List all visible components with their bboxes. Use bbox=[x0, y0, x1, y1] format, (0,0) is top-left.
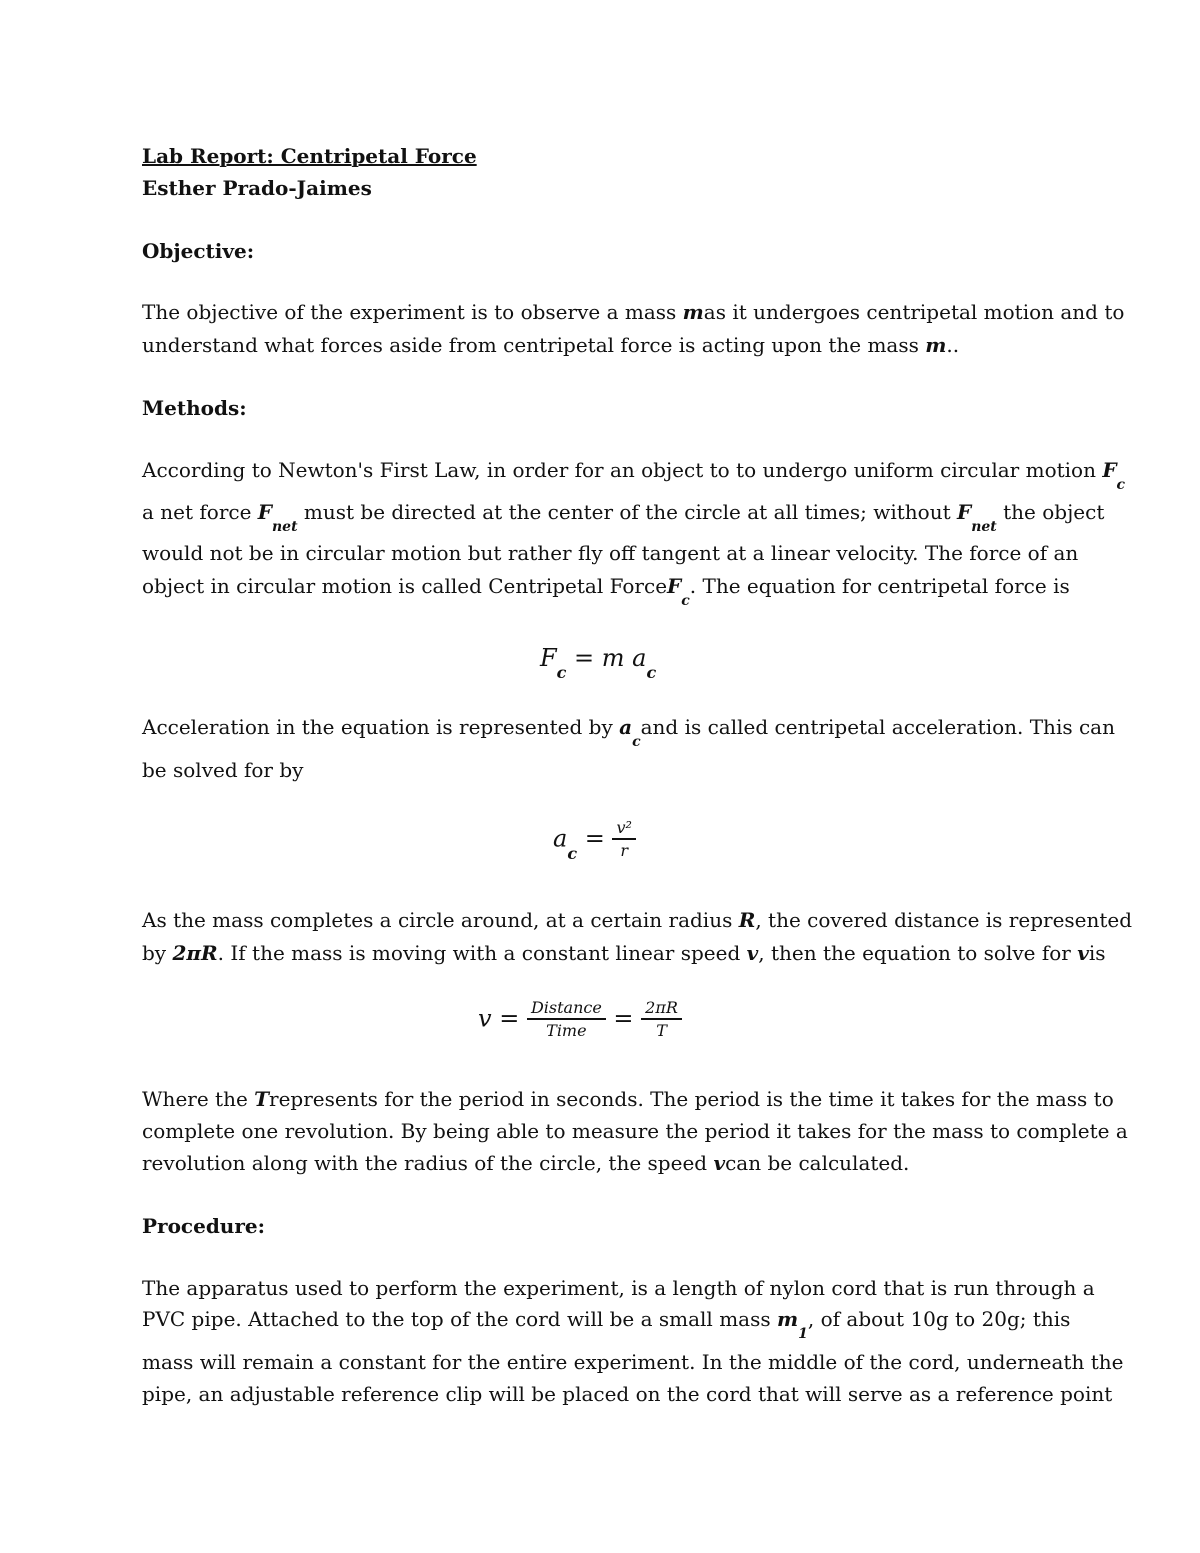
equation-linear-speed: v = $\frac{\text{Distance}}{\text{Time}}$ = $\frac{2\pi R}{T}$ bbox=[478, 998, 682, 1042]
objective-line-2: understand what forces aside from centripetal force is acting upon the mass m.. bbox=[142, 333, 960, 357]
report-title: Lab Report: Centripetal Force bbox=[142, 144, 477, 168]
methods-p4-line-1: Where the Trepresents for the period in seconds. The period is the time it takes for the mass to bbox=[142, 1087, 1114, 1111]
procedure-line-1: The apparatus used to perform the experiment, is a length of nylon cord that is run through a bbox=[142, 1276, 1095, 1300]
methods-p1-line-3: would not be in circular motion but rather fly off tangent at a linear velocity. The force of an bbox=[142, 541, 1079, 565]
fraction-2pir-over-t: $\frac{2\pi R}{T}$ bbox=[641, 998, 682, 1042]
methods-p2-line-2: be solved for by bbox=[142, 758, 304, 782]
fraction-v-squared-over-r: $\frac{\text{v²}}{r}$ bbox=[612, 818, 635, 862]
methods-heading: Methods: bbox=[142, 396, 247, 420]
procedure-line-3: mass will remain a constant for the entire experiment. In the middle of the cord, underneath the bbox=[142, 1350, 1124, 1374]
objective-heading: Objective: bbox=[142, 239, 255, 263]
fraction-distance-over-time: $\frac{\text{Distance}}{\text{Time}}$ bbox=[527, 998, 606, 1042]
author-name: Esther Prado-Jaimes bbox=[142, 176, 372, 200]
methods-p1-line-4: object in circular motion is called Centripetal ForceF$_c$. The equation for centripetal force is bbox=[142, 574, 1070, 609]
procedure-line-2: PVC pipe. Attached to the top of the cord will be a small mass $m_1$, of about 10g to 20g; this bbox=[142, 1307, 1071, 1342]
procedure-line-4: pipe, an adjustable reference clip will be placed on the cord that will serve as a reference point bbox=[142, 1382, 1113, 1406]
methods-p4-line-2: complete one revolution. By being able to measure the period it takes for the mass to complete a bbox=[142, 1119, 1128, 1143]
equation-centripetal-acceleration: $a_c$ = $\frac{\text{v²}}{r}$ bbox=[553, 818, 636, 862]
methods-p2-line-1: Acceleration in the equation is represented by $a_cand$ is called centripetal acceleration. This can bbox=[142, 715, 1115, 750]
procedure-heading: Procedure: bbox=[142, 1214, 265, 1238]
methods-p3-line-1: As the mass completes a circle around, at a certain radius R, the covered distance is represented bbox=[142, 908, 1133, 932]
methods-p1-line-2: a net force $F_{net}$ must be directed at the center of the circle at all times; without $F_{net}$ the object bbox=[142, 500, 1105, 535]
methods-p4-line-3: revolution along with the radius of the circle, the speed vcan be calculated. bbox=[142, 1151, 910, 1175]
equation-centripetal-force: $F_c = m$ $a_c$ bbox=[540, 644, 657, 682]
methods-p1-line-1: According to Newton's First Law, in order for an object to to undergo uniform circular motion $F_c$ bbox=[142, 458, 1126, 493]
objective-line-1: The objective of the experiment is to observe a mass mas it undergoes centripetal motion and to bbox=[142, 300, 1125, 324]
methods-p3-line-2: by 2πR. If the mass is moving with a constant linear speed v, then the equation to solve for vis bbox=[142, 941, 1106, 965]
